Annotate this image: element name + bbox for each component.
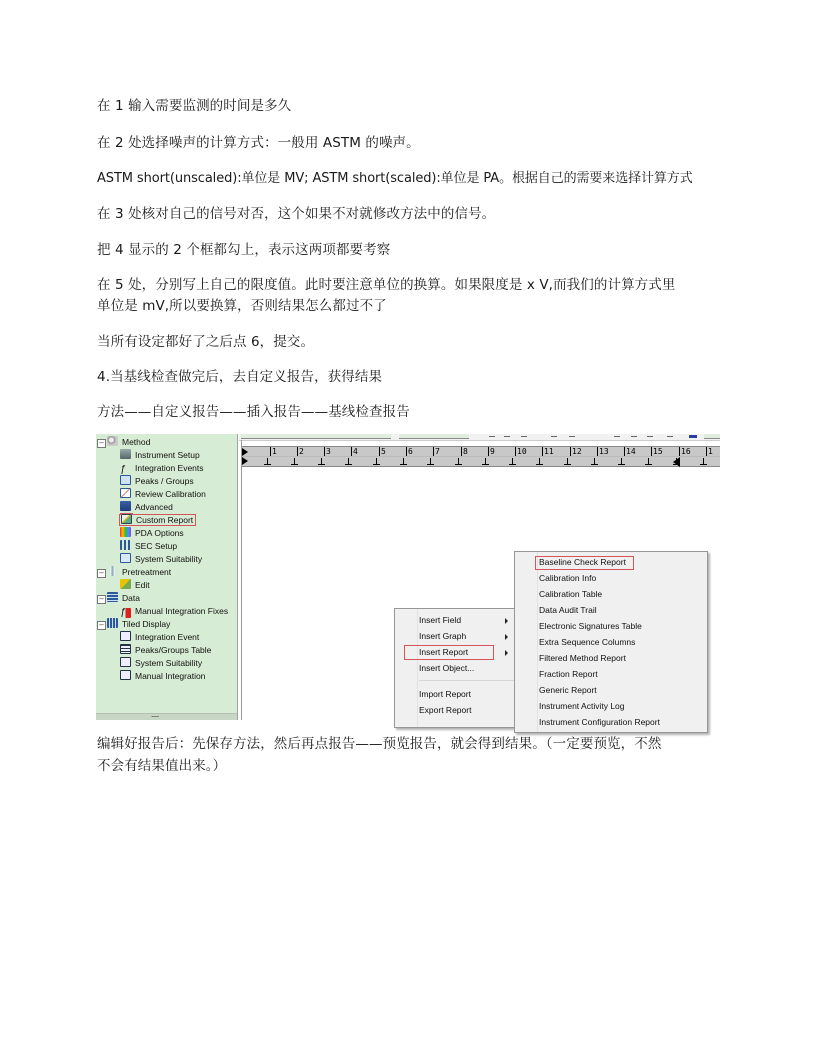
tab-stop[interactable] [321, 458, 322, 464]
table-window-icon [120, 644, 131, 654]
submenu-item-fraction-report[interactable]: Fraction Report [539, 669, 598, 679]
submenu-item-filtered-method-report[interactable]: Filtered Method Report [539, 653, 626, 663]
ruler-tick: 1 [272, 447, 277, 456]
calibration-icon [120, 488, 131, 498]
tab-stop[interactable] [703, 458, 704, 464]
paragraph-step4-checkboxes: 把 4 显示的 2 个框都勾上，表示这两项都要考察 [97, 242, 391, 258]
menu-item-import-report[interactable]: Import Report [419, 689, 471, 699]
submenu-arrow-icon [505, 618, 508, 624]
tree-item-pretreatment[interactable]: Pretreatment [107, 566, 171, 579]
left-indent-marker[interactable] [242, 448, 248, 456]
paragraph-preview-instructions-line2: 不会有结果值出来。） [97, 758, 227, 774]
tree-item-custom-report[interactable] [120, 514, 195, 527]
submenu-item-data-audit-trail[interactable]: Data Audit Trail [539, 605, 597, 615]
paragraph-navigation-path: 方法——自定义报告——插入报告——基线检查报告 [97, 404, 410, 420]
tab-stop[interactable] [567, 458, 568, 464]
tree-item-advanced[interactable]: Advanced [120, 501, 173, 514]
context-menu [394, 608, 517, 728]
ruler-tick: 16 [681, 447, 691, 456]
tab-stop[interactable] [458, 458, 459, 464]
editor-border [241, 440, 242, 720]
menu-item-insert-report[interactable]: Insert Report [419, 647, 469, 657]
tree-item-sec-setup[interactable]: SEC Setup [120, 540, 177, 553]
collapse-toggle-data[interactable]: − [98, 595, 105, 603]
ruler-tick: 11 [544, 447, 554, 456]
paragraph-preview-instructions-line1: 编辑好报告后：先保存方法，然后再点报告——预览报告，就会得到结果。（一定要预览，不然 [97, 736, 662, 752]
toolbar-strip [239, 434, 720, 441]
chart-window-icon [120, 631, 131, 641]
submenu-item-instrument-configuration-report[interactable]: Instrument Configuration Report [539, 717, 660, 727]
ruler-tick: 14 [626, 447, 636, 456]
embedded-software-screenshot [96, 434, 720, 727]
collapse-toggle-method[interactable]: − [98, 439, 105, 447]
check-window-icon [120, 657, 131, 667]
submenu-item-calibration-table[interactable]: Calibration Table [539, 589, 603, 599]
ruler-divider [242, 456, 720, 457]
ruler-tick: 1 [708, 447, 713, 456]
vial-icon [110, 566, 115, 576]
toolbar-field[interactable] [241, 434, 391, 439]
menu-gutter [515, 552, 538, 732]
tree-item-pda-options[interactable]: PDA Options [120, 527, 184, 540]
submenu-arrow-icon [505, 634, 508, 640]
toolbar-button[interactable] [614, 436, 620, 437]
toolbar-button[interactable] [551, 436, 557, 437]
suitability-icon [120, 553, 131, 563]
left-margin-marker[interactable] [242, 457, 248, 465]
tree-item-system-suitability-tiled[interactable]: System Suitability [120, 657, 202, 670]
tree-item-instrument-setup[interactable]: Instrument Setup [120, 449, 200, 462]
submenu-item-baseline-check-report[interactable]: Baseline Check Report [539, 557, 626, 567]
ruler-tick: 4 [353, 447, 358, 456]
paragraph-section4-heading: 4.当基线检查做完后，去自定义报告，获得结果 [97, 369, 383, 385]
menu-separator [419, 680, 514, 681]
menu-item-insert-object[interactable]: Insert Object... [419, 663, 475, 673]
tab-stop[interactable] [267, 458, 268, 464]
ruler-tick: 5 [381, 447, 386, 456]
ruler-tick: 6 [408, 447, 413, 456]
toolbar-field[interactable] [399, 434, 469, 439]
submenu-item-calibration-info[interactable]: Calibration Info [539, 573, 597, 583]
toolbar-button[interactable] [631, 436, 637, 437]
toolbar-button[interactable] [569, 436, 575, 437]
tree-item-method[interactable]: Method [107, 436, 150, 449]
tree-item-review-calibration[interactable]: Review Calibration [120, 488, 206, 501]
toolbar-button[interactable] [489, 436, 495, 437]
tab-stop[interactable] [376, 458, 377, 464]
tab-stop[interactable] [539, 458, 540, 464]
submenu-arrow-icon [505, 650, 508, 656]
submenu-item-extra-sequence-columns[interactable]: Extra Sequence Columns [539, 637, 636, 647]
tab-stop[interactable] [621, 458, 622, 464]
advanced-icon [120, 501, 131, 511]
tree-item-integration-event[interactable]: Integration Event [120, 631, 199, 644]
tree-item-system-suitability[interactable]: System Suitability [120, 553, 202, 566]
custom-report-highlight: Custom Report [120, 515, 195, 525]
paragraph-step1-time: 在 1 输入需要监测的时间是多久 [97, 98, 292, 114]
tab-stop[interactable] [294, 458, 295, 464]
manual-fix-icon: ƒ [120, 608, 131, 618]
tree-resize-grip[interactable] [96, 713, 237, 720]
menu-item-insert-field[interactable]: Insert Field [419, 615, 462, 625]
instrument-icon [120, 449, 131, 459]
ruler-tick: 13 [599, 447, 609, 456]
ruler-tick: 7 [435, 447, 440, 456]
menu-gutter [395, 609, 418, 727]
tree-item-data[interactable]: Data [107, 592, 140, 605]
tree-item-tiled-display[interactable]: Tiled Display [107, 618, 170, 631]
submenu-item-generic-report[interactable]: Generic Report [539, 685, 597, 695]
paragraph-step2-noise: 在 2 处选择噪声的计算方式：一般用 ASTM 的噪声。 [97, 135, 420, 151]
tree-item-peaks-groups[interactable]: Peaks / Groups [120, 475, 194, 488]
ruler-tick: 3 [326, 447, 331, 456]
ruler-tick: 12 [572, 447, 582, 456]
submenu-item-electronic-signatures-table[interactable]: Electronic Signatures Table [539, 621, 642, 631]
tab-stop[interactable] [348, 458, 349, 464]
tree-item-integration-events[interactable]: ƒ Integration Events [120, 463, 204, 475]
data-table-icon [107, 592, 118, 602]
tab-stop[interactable] [485, 458, 486, 464]
chart-window-icon [120, 670, 131, 680]
pda-icon [120, 527, 131, 537]
paragraph-step3-signal: 在 3 处核对自己的信号对否，这个如果不对就修改方法中的信号。 [97, 206, 496, 222]
right-margin-marker[interactable] [673, 457, 680, 467]
tab-stop[interactable] [403, 458, 404, 464]
tree-item-manual-integration-fixes[interactable]: ƒ Manual Integration Fixes [120, 606, 229, 618]
toolbar-color-icon[interactable] [689, 435, 697, 438]
method-navigation-tree [96, 434, 238, 720]
tree-item-peaks-groups-table[interactable]: Peaks/Groups Table [120, 644, 211, 657]
collapse-toggle-tiled-display[interactable]: − [98, 621, 105, 629]
ruler-tick: 8 [463, 447, 468, 456]
gears-icon [107, 436, 118, 446]
insert-report-submenu [514, 551, 708, 733]
integration-events-icon: ƒ [120, 464, 126, 475]
tab-stop[interactable] [648, 458, 649, 464]
toolbar-button[interactable] [647, 436, 653, 437]
ruler-tick: 15 [653, 447, 663, 456]
collapse-toggle-pretreatment[interactable]: − [98, 569, 105, 577]
ruler-tick: 10 [517, 447, 527, 456]
peaks-icon [120, 475, 131, 485]
sec-icon [120, 540, 131, 550]
toolbar-button[interactable] [667, 436, 673, 437]
ruler-tick: 9 [490, 447, 495, 456]
ruler-tick: 2 [299, 447, 304, 456]
tree-item-edit[interactable]: Edit [120, 579, 150, 592]
menu-item-insert-graph[interactable]: Insert Graph [419, 631, 467, 641]
toolbar-button[interactable] [504, 436, 510, 437]
report-ruler[interactable] [242, 446, 720, 467]
menu-item-export-report[interactable]: Export Report [419, 705, 472, 715]
grip-dots: ........ [151, 712, 159, 719]
tab-stop[interactable] [512, 458, 513, 464]
paragraph-step5-limits-line1: 在 5 处，分别写上自己的限度值。此时要注意单位的换算。如果限度是 x V,而我们的计算方式里 [97, 277, 676, 293]
toolbar-button[interactable] [521, 436, 527, 437]
submenu-item-instrument-activity-log[interactable]: Instrument Activity Log [539, 701, 625, 711]
paragraph-astm-units: ASTM short(unscaled):单位是 MV; ASTM short(scaled):单位是 PA。根据自己的需要来选择计算方式 [97, 171, 693, 186]
custom-report-icon [121, 514, 132, 524]
tiled-display-icon [107, 618, 118, 628]
tab-stop[interactable] [594, 458, 595, 464]
tree-item-manual-integration[interactable]: Manual Integration [120, 670, 205, 683]
tab-stop[interactable] [430, 458, 431, 464]
paragraph-step5-limits-line2: 单位是 mV,所以要换算，否则结果怎么都过不了 [97, 298, 387, 314]
paragraph-step6-submit: 当所有设定都好了之后点 6，提交。 [97, 334, 315, 350]
edit-icon [120, 579, 131, 589]
toolbar-field[interactable] [704, 434, 720, 439]
